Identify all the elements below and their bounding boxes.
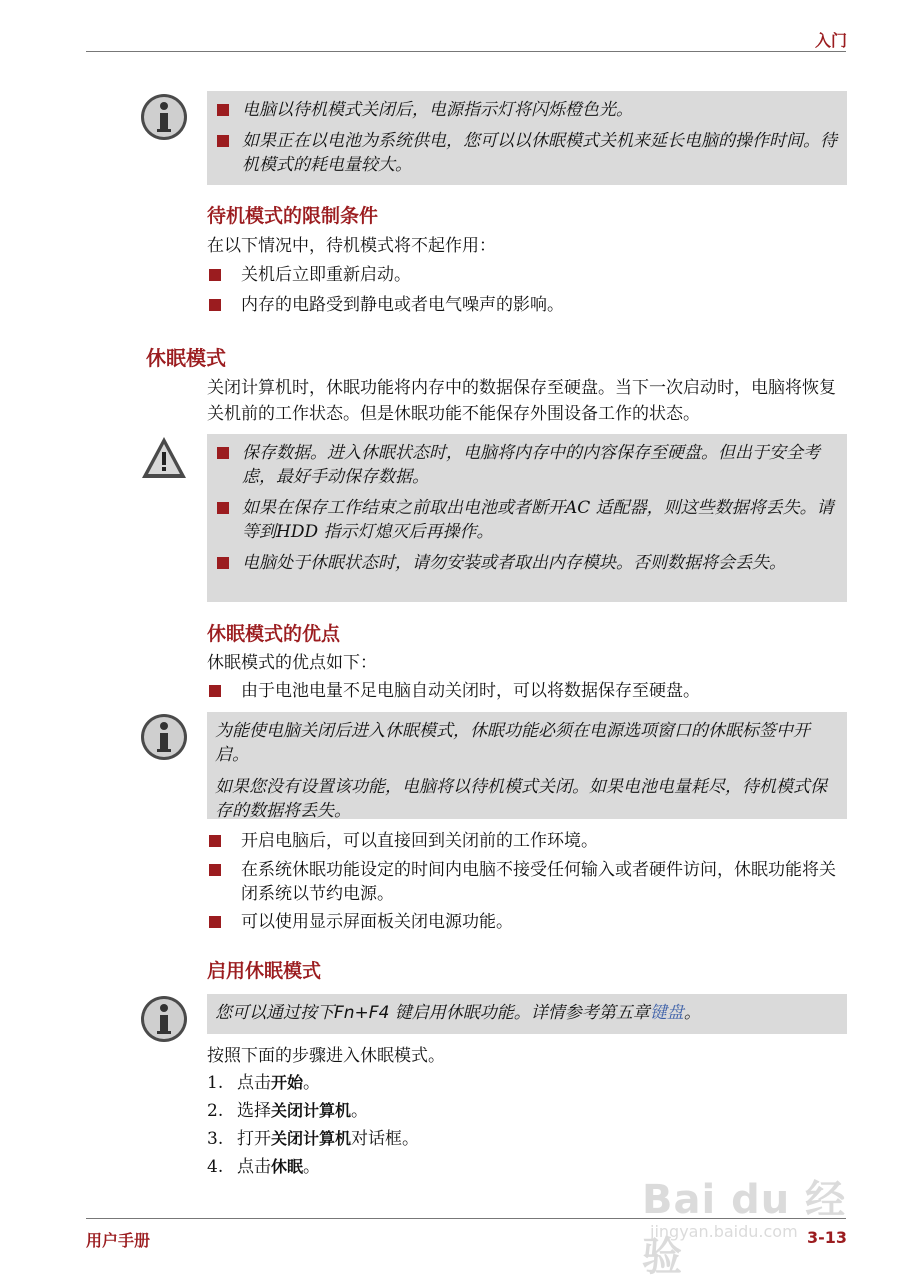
note-paragraph: 为能使电脑关闭后进入休眠模式，休眠功能必须在电源选项窗口的休眠标签中开启。 (215, 721, 810, 765)
footer-manual-title: 用户手册 (86, 1231, 151, 1250)
warning-note (207, 434, 847, 602)
paragraph: 按照下面的步骤进入休眠模式。 (207, 1046, 445, 1066)
hotkey-text: Fn+F4 (334, 1003, 390, 1023)
list-item: 可以使用显示屏面板关闭电源功能。 (207, 910, 847, 934)
info-icon (140, 995, 188, 1043)
footer-rule (86, 1218, 846, 1219)
warning-icon (140, 434, 188, 482)
info-note-hotkey: 您可以通过按下Fn+F4 键启用休眠功能。详情参考第五章键盘。 (207, 994, 847, 1034)
heading-enable-hibernate: 启用休眠模式 (207, 960, 322, 982)
list-item: 内存的电路受到静电或者电气噪声的影响。 (207, 293, 847, 317)
note-bullet: 如果正在以电池为系统供电，您可以以休眠模式关机来延长电脑的操作时间。待机模式的耗电量较大。 (215, 129, 839, 177)
paragraph: 在以下情况中，待机模式将不起作用： (207, 236, 496, 256)
footer-page-number: 3-13 (807, 1228, 848, 1247)
info-icon (140, 93, 188, 141)
list-item: 由于电池电量不足电脑自动关闭时，可以将数据保存至硬盘。 (207, 679, 847, 703)
watermark-url: jingyan.baidu.com (650, 1222, 798, 1241)
info-note-hibernate-setting (207, 712, 847, 819)
header-section-title: 入门 (814, 31, 847, 50)
note-bullet: 如果在保存工作结束之前取出电池或者断开AC 适配器，则这些数据将丢失。请等到HDD 指示灯熄灭后再操作。 (215, 496, 839, 544)
paragraph: 关闭计算机时，休眠功能将内存中的数据保存至硬盘。当下一次启动时，电脑将恢复关机前的工作状态。但是休眠功能不能保存外围设备工作的状态。 (207, 378, 836, 424)
step-item: 4. 点击休眠。 (207, 1157, 321, 1177)
step-item: 3. 打开关闭计算机对话框。 (207, 1129, 420, 1149)
watermark-brand: Bai du 经验 (642, 1177, 847, 1280)
note-bullet: 保存数据。进入休眠状态时，电脑将内存中的内容保存至硬盘。但出于安全考虑，最好手动保存数据。 (215, 441, 839, 489)
list-item: 在系统休眠功能设定的时间内电脑不接受任何输入或者硬件访问，休眠功能将关闭系统以节约电源。 (207, 858, 847, 906)
heading-hibernate: 休眠模式 (146, 346, 226, 370)
info-icon (140, 713, 188, 761)
note-paragraph: 如果您没有设置该功能，电脑将以待机模式关闭。如果电池电量耗尽，待机模式保存的数据将丢失。 (215, 777, 827, 821)
note-bullet: 电脑以待机模式关闭后，电源指示灯将闪烁橙色光。 (215, 98, 839, 122)
heading-standby-limits: 待机模式的限制条件 (207, 205, 379, 227)
list-item: 关机后立即重新启动。 (207, 263, 847, 287)
step-item: 1. 点击开始。 (207, 1073, 321, 1093)
note-bullet: 电脑处于休眠状态时，请勿安装或者取出内存模块。否则数据将会丢失。 (215, 551, 839, 575)
keyboard-chapter-link[interactable]: 键盘 (649, 1003, 684, 1023)
list-item: 开启电脑后，可以直接回到关闭前的工作环境。 (207, 829, 847, 853)
paragraph: 休眠模式的优点如下： (207, 653, 377, 673)
heading-hibernate-advantages: 休眠模式的优点 (207, 623, 341, 645)
step-item: 2. 选择关闭计算机。 (207, 1101, 369, 1121)
header-rule (86, 51, 846, 52)
info-note-standby (207, 91, 847, 185)
